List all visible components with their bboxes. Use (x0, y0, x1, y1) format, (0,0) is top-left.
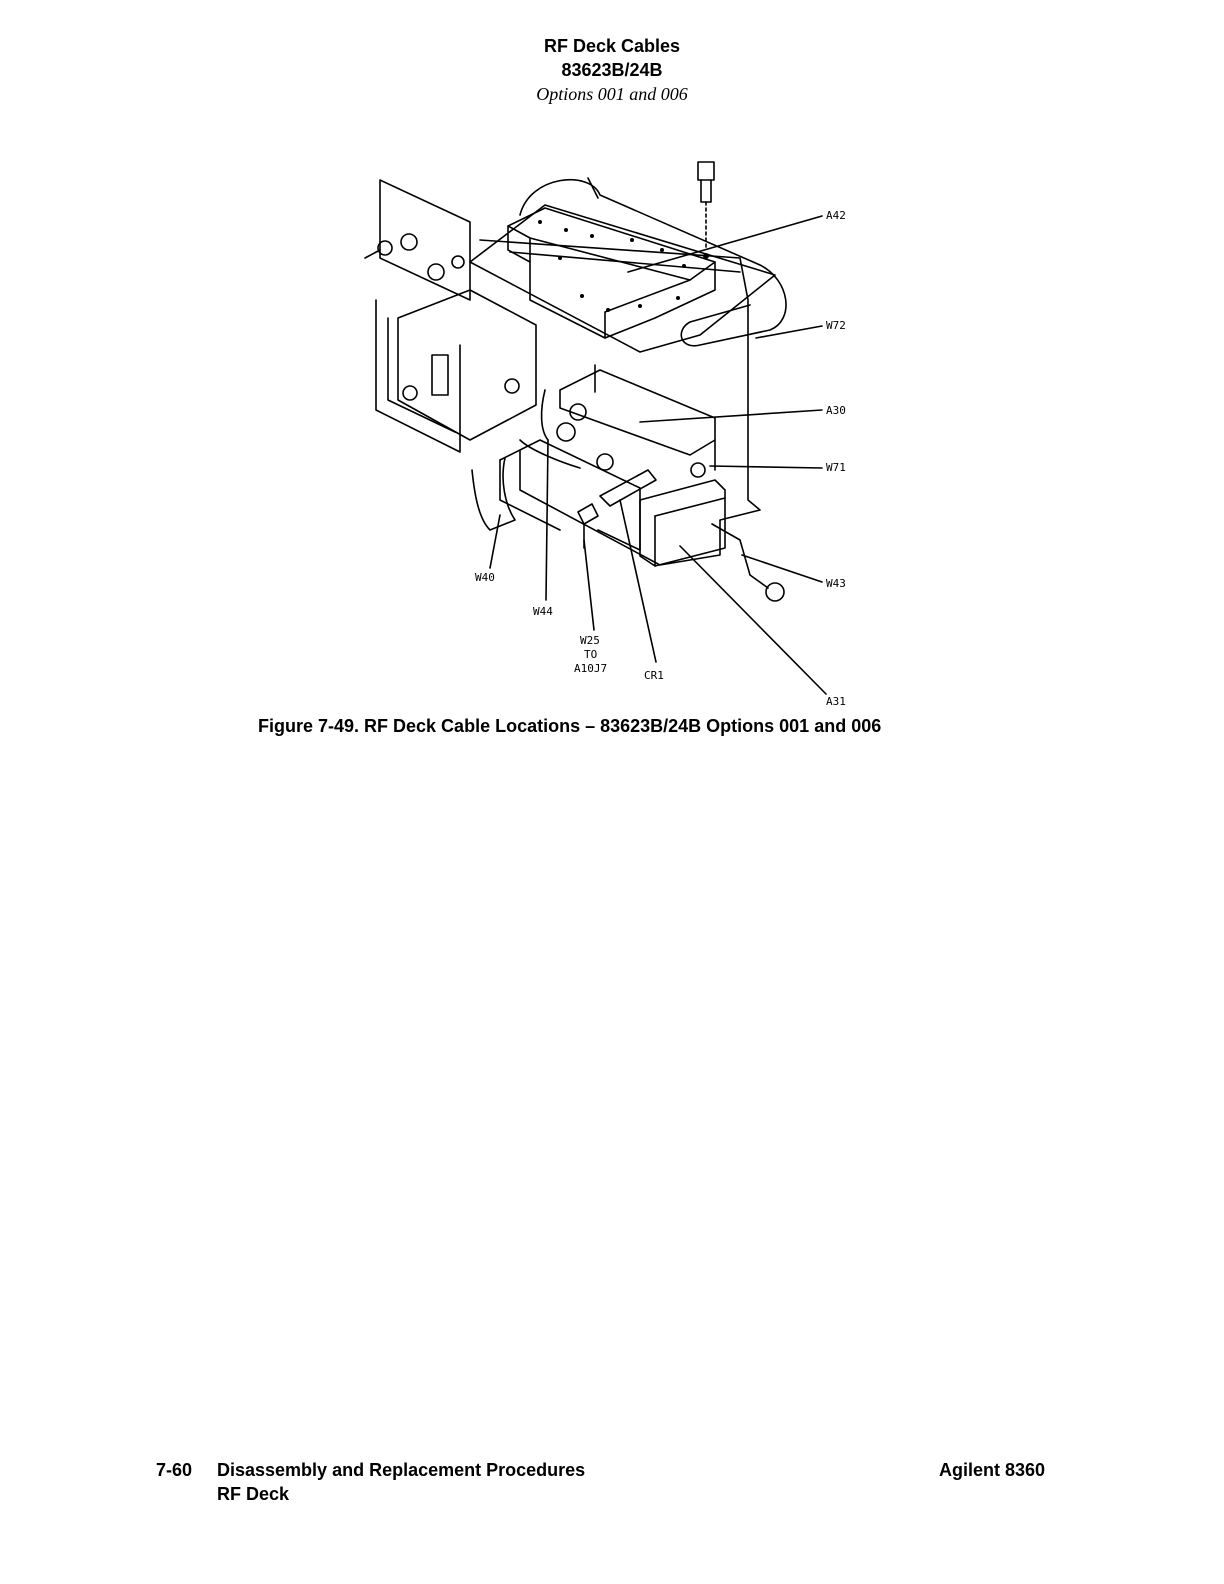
footer-subsection: RF Deck (217, 1484, 290, 1504)
leader-cr1 (620, 500, 656, 662)
cr1-part (600, 470, 656, 506)
leader-a31 (680, 546, 826, 694)
footer-section: Disassembly and Replacement Procedures (217, 1460, 586, 1480)
a42-base (470, 205, 775, 352)
model-number: 83623B/24B (561, 60, 663, 80)
rf-deck-diagram (330, 150, 870, 710)
leader-w72 (756, 326, 822, 338)
label-cr1: CR1 (644, 669, 664, 682)
label-w40: W40 (475, 571, 495, 584)
page-number: 7-60 (156, 1460, 193, 1480)
figure-caption: Figure 7-49. RF Deck Cable Locations – 83623B/24B Options 001 and 006 (258, 716, 882, 736)
leader-w44 (546, 440, 548, 600)
w40-cable (472, 458, 515, 530)
label-w71: W71 (826, 461, 846, 474)
label-a31: A31 (826, 695, 846, 708)
label-w25: W25 (580, 634, 600, 647)
w43-connector (766, 583, 784, 601)
left-box (398, 290, 536, 440)
leader-w71 (710, 466, 822, 468)
w72-cable (520, 180, 786, 346)
label-w43: W43 (826, 577, 846, 590)
footer-product: Agilent 8360 (939, 1460, 1046, 1480)
label-w25-to: TO (584, 648, 598, 661)
label-w25-dest: A10J7 (574, 662, 608, 675)
label-a30: A30 (826, 404, 846, 417)
label-a42: A42 (826, 209, 846, 222)
a31-block (640, 480, 725, 566)
leader-a30 (640, 410, 822, 422)
leader-w40 (490, 515, 500, 568)
leader-w25 (584, 540, 594, 630)
screw-head (698, 162, 714, 180)
label-w72: W72 (826, 319, 846, 332)
page-title: RF Deck Cables (543, 36, 681, 56)
label-w44: W44 (533, 605, 553, 618)
left-panel-upper (380, 180, 470, 300)
a30-block (560, 370, 715, 455)
options-subtitle: Options 001 and 006 (536, 84, 688, 104)
